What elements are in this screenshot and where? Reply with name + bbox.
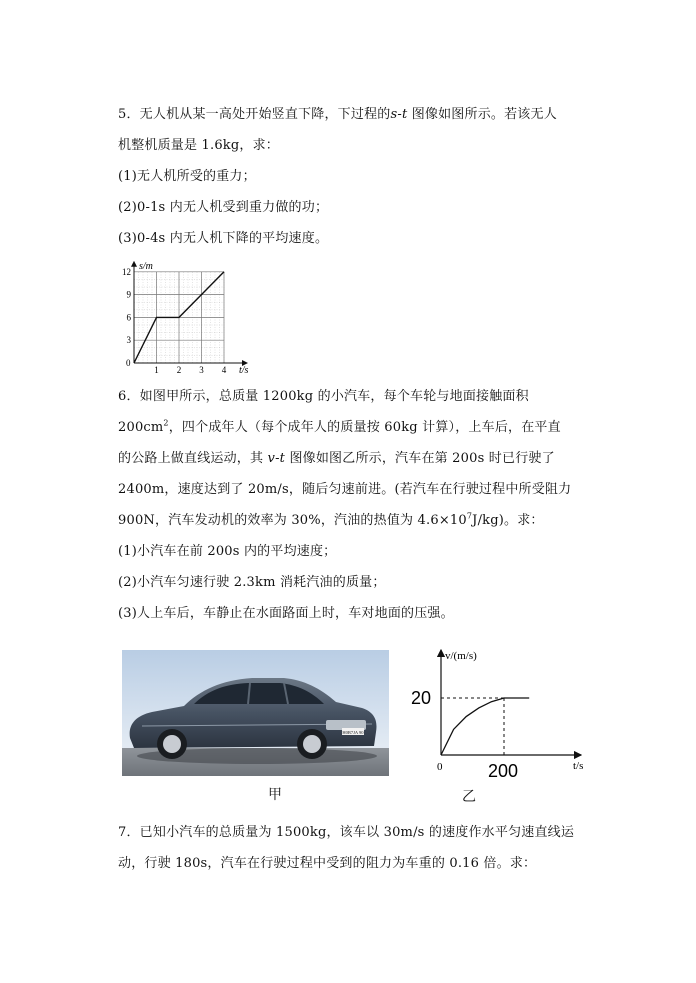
q6-text: 的公路上做直线运动，其: [118, 451, 268, 466]
q5-line-4: (2)0-1s 内无人机受到重力做的功；: [118, 200, 329, 215]
y-mark-label: 20: [411, 688, 432, 708]
q6-line-4: 2400m，速度达到了 20m/s，随后匀速前进。(若汽车在行驶过程中所受阻力: [118, 482, 572, 497]
y-tick-label: 9: [126, 289, 131, 300]
car-photo: [122, 650, 389, 776]
x-tick-label: 4: [221, 365, 227, 375]
x-tick-label: 1: [154, 365, 159, 375]
q5-text: 图像如图所示。若该无人: [407, 107, 557, 122]
q5-line-5: (3)0-4s 内无人机下降的平均速度。: [118, 231, 329, 246]
q6-text: 900N，汽车发动机的效率为 30%，汽油的热值为 4.6×10: [118, 513, 467, 528]
q6-var: v-t: [267, 451, 286, 466]
x-tick-label: 2: [176, 365, 182, 375]
x-axis-label: t/s: [573, 760, 584, 772]
q5-var: s-t: [390, 107, 408, 122]
q5-line-1: [118, 103, 557, 122]
q6-text: ，四个成年人（每个成年人的质量按 60kg 计算），上车后，在平直: [168, 420, 561, 435]
origin-label: 0: [437, 761, 443, 773]
x-axis-label: t/s: [239, 365, 249, 375]
st-chart: [112, 260, 257, 375]
q6-line-6: (1)小汽车在前 200s 内的平均速度；: [118, 544, 337, 559]
q6-line-7: (2)小汽车匀速行驶 2.3km 消耗汽油的质量；: [118, 575, 386, 590]
y-axis-label: v/(m/s): [445, 650, 477, 662]
vt-chart: [405, 640, 600, 780]
q6-line-8: (3)人上车后，车静止在水面路面上时，车对地面的压强。: [118, 606, 454, 621]
y-tick-label: 3: [126, 335, 131, 346]
y-tick-label: 12: [122, 266, 131, 277]
caption-yi: 乙: [462, 789, 476, 805]
caption-jia: 甲: [268, 787, 282, 803]
q6-sup: 7: [466, 511, 473, 521]
q5-text: 5．无人机从某一高处开始竖直下降，下过程的: [118, 107, 391, 122]
q6-sup: 2: [163, 418, 169, 428]
y-axis-label: s/m: [139, 260, 153, 272]
q5-line-3: (1)无人机所受的重力；: [118, 169, 256, 184]
origin-label: 0: [126, 358, 131, 368]
q6-line-1: 6．如图甲所示，总质量 1200kg 的小汽车，每个车轮与地面接触面积: [118, 389, 529, 404]
q7-line-2: 动，行驶 180s，汽车在行驶过程中受到的阻力为车重的 0.16 倍。求：: [118, 856, 537, 871]
y-tick-label: 6: [126, 312, 131, 323]
q6-line-3: [118, 447, 555, 466]
x-mark-label: 200: [488, 761, 519, 780]
vt-series-line: [441, 698, 529, 755]
license-plate: H0B7JA 90: [342, 730, 364, 735]
q6-text: J/kg)。求：: [472, 513, 544, 528]
q5-line-2: 机整机质量是 1.6kg，求：: [118, 138, 280, 153]
q6-line-5: [118, 509, 544, 528]
q6-text: 200cm: [118, 420, 164, 435]
q6-text: 图像如图乙所示，汽车在第 200s 时已行驶了: [285, 451, 555, 466]
q6-line-2: [118, 416, 561, 435]
q7-line-1: 7．已知小汽车的总质量为 1500kg，该车以 30m/s 的速度作水平匀速直线运: [118, 825, 575, 840]
x-tick-label: 3: [199, 365, 204, 375]
